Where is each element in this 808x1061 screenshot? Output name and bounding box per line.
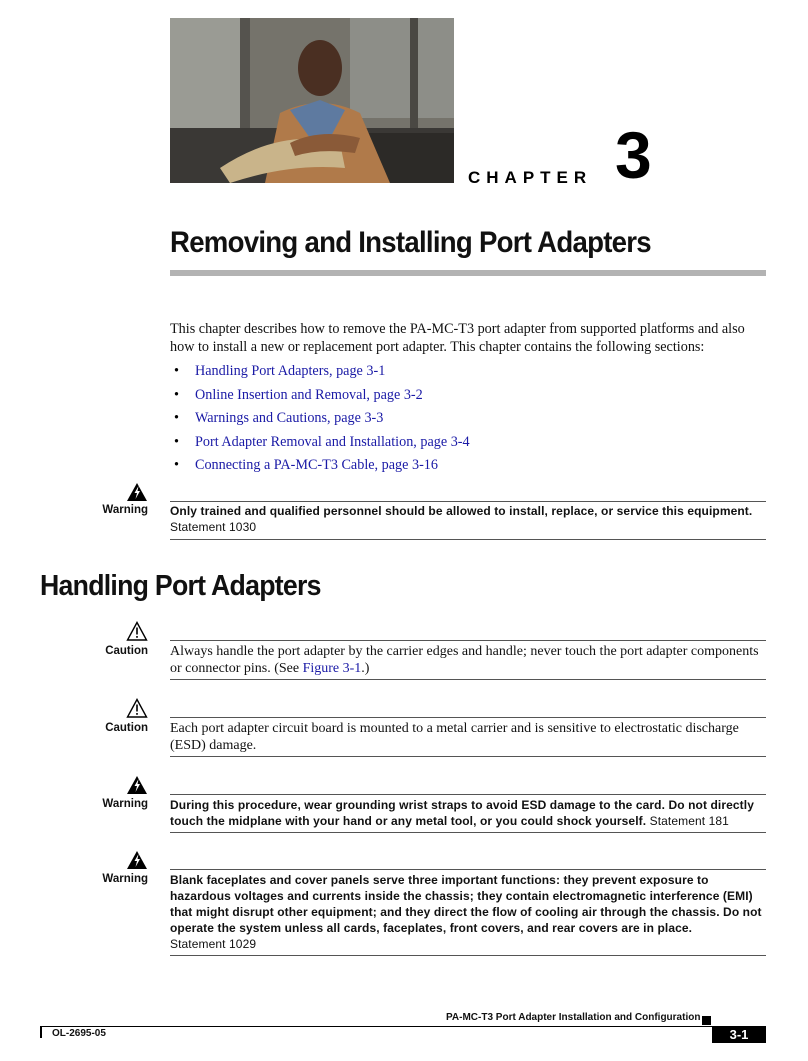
notice-body — [170, 503, 766, 535]
warning-notice — [40, 850, 766, 960]
chapter-photo-image — [170, 18, 454, 183]
footer-rule — [40, 1026, 766, 1027]
notice-rule-top — [170, 501, 766, 502]
footer-marker — [702, 1016, 711, 1025]
notice-rule-top — [170, 869, 766, 870]
notice-label: Warning — [102, 873, 148, 885]
notice-rule-bottom — [170, 756, 766, 757]
footer-tick — [40, 1026, 42, 1038]
notice-label: Warning — [102, 798, 148, 810]
warning-text: Blank faceplates and cover panels serve three important functions: they prevent exposure to hazardous voltages and currents inside the chassis; they contain electromagnetic interference (EMI) that might disrupt other equipment; and they direct the flow of cooling air through the chassis. Do not operate the system unless all cards, faceplates, front covers, and rear covers are in place. — [170, 873, 762, 935]
page-number: 3-1 — [712, 1026, 766, 1043]
notice-rule-top — [170, 794, 766, 795]
caution-text: Always handle the port adapter by the carrier edges and handle; never touch the port adapter components or connector pins. (See — [170, 644, 759, 676]
caution-triangle-icon — [126, 621, 148, 641]
section-heading: Handling Port Adapters — [40, 570, 321, 602]
notice-rule-top — [170, 640, 766, 641]
intro-paragraph: This chapter describes how to remove the PA-MC-T3 port adapter from supported platforms and also how to install a new or replacement port adapter. This chapter contains the following sections: — [170, 321, 745, 355]
chapter-number: 3 — [615, 118, 652, 192]
notice-rule-bottom — [170, 955, 766, 956]
caution-notice — [40, 621, 766, 683]
statement-number: Statement 1029 — [170, 937, 257, 951]
chapter-photo — [170, 18, 454, 183]
notice-label: Caution — [105, 722, 148, 734]
list-item — [170, 407, 470, 431]
footer-doc-title: PA-MC-T3 Port Adapter Installation and Configuration — [446, 1012, 701, 1023]
warning-notice — [40, 775, 766, 837]
caution-text-end: .) — [361, 661, 370, 676]
notice-rule-bottom — [170, 539, 766, 540]
notice-body — [170, 643, 766, 677]
notice-rule-bottom — [170, 679, 766, 680]
list-item — [170, 431, 470, 455]
caution-triangle-icon — [126, 698, 148, 718]
section-link[interactable]: Online Insertion and Removal, page 3-2 — [195, 386, 423, 403]
notice-rule-top — [170, 717, 766, 718]
warning-triangle-icon — [126, 775, 148, 795]
notice-body — [170, 797, 766, 829]
warning-text: Only trained and qualified personnel should be allowed to install, replace, or service this equipment. — [170, 504, 753, 518]
figure-link[interactable]: Figure 3-1 — [302, 661, 362, 676]
title-rule — [170, 270, 766, 276]
statement-number: Statement 181 — [649, 814, 729, 828]
notice-rule-bottom — [170, 832, 766, 833]
section-link[interactable]: Connecting a PA-MC-T3 Cable, page 3-16 — [195, 457, 438, 473]
section-list — [170, 360, 470, 478]
chapter-label: CHAPTER — [468, 168, 593, 187]
caution-notice — [40, 698, 766, 760]
section-link[interactable]: Handling Port Adapters, page 3-1 — [195, 363, 386, 379]
section-link[interactable]: Port Adapter Removal and Installation, page 3-4 — [195, 433, 470, 450]
notice-label: Warning — [102, 504, 148, 516]
section-link[interactable]: Warnings and Cautions, page 3-3 — [195, 410, 384, 426]
footer-doc-number: OL-2695-05 — [52, 1028, 106, 1039]
warning-triangle-icon — [126, 850, 148, 870]
list-item — [170, 454, 470, 478]
statement-number: Statement 1030 — [170, 520, 257, 534]
notice-body — [170, 872, 766, 952]
warning-text: During this procedure, wear grounding wrist straps to avoid ESD damage to the card. Do not directly touch the midplane with your hand or any metal tool, or you could shock yourself. — [170, 798, 754, 828]
list-item — [170, 384, 470, 408]
warning-notice — [40, 482, 766, 542]
warning-triangle-icon — [126, 482, 148, 502]
list-item — [170, 360, 470, 384]
chapter-title: Removing and Installing Port Adapters — [170, 226, 651, 259]
notice-body: Each port adapter circuit board is mounted to a metal carrier and is sensitive to electrostatic discharge (ESD) damage. — [170, 721, 739, 753]
notice-label: Caution — [105, 645, 148, 657]
